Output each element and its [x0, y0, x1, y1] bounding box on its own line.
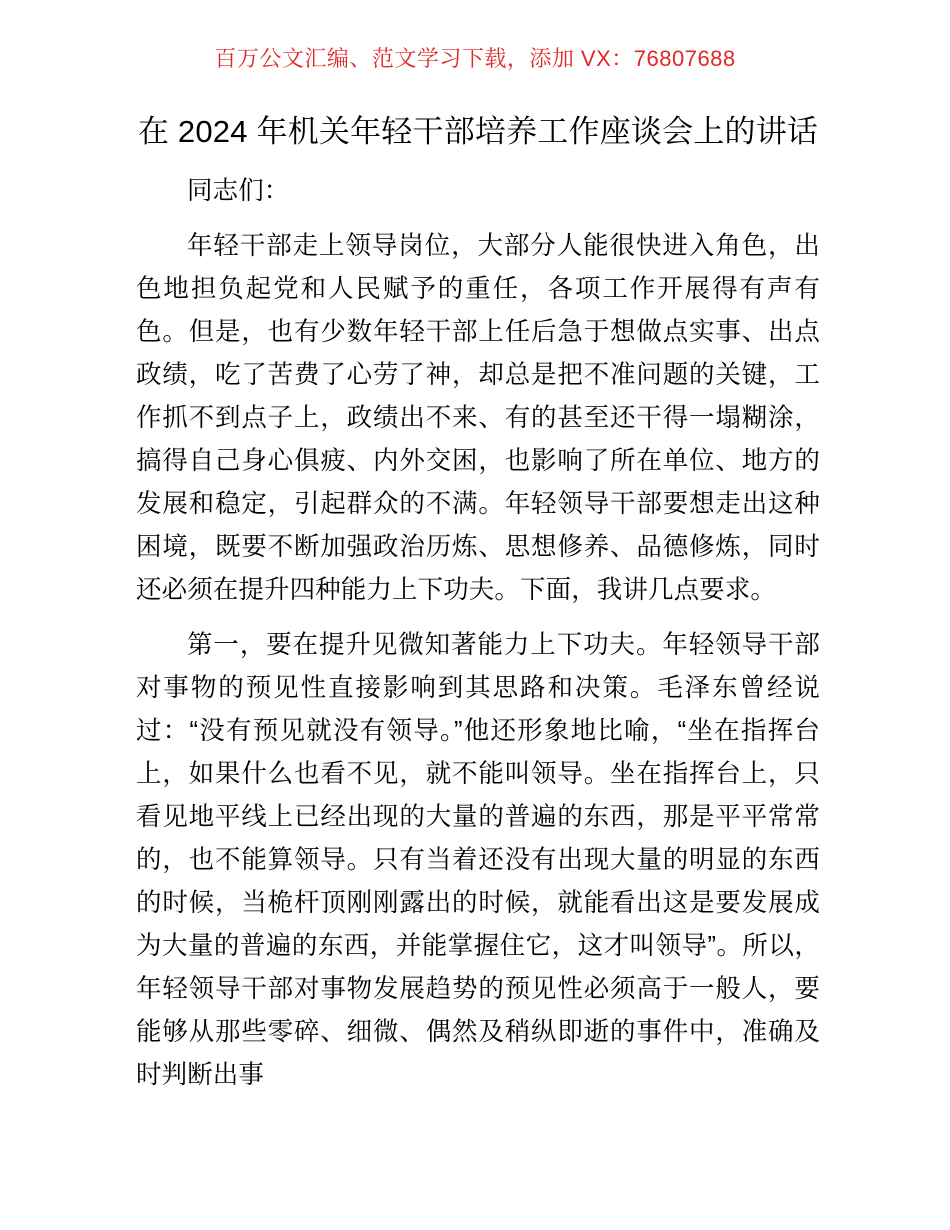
promo-header-text: 百万公文汇编、范文学习下载，添加 VX：76807688 — [214, 46, 736, 71]
promo-header — [0, 48, 950, 70]
page-title: 在 2024 年机关年轻干部培养工作座谈会上的讲话 — [137, 114, 819, 149]
body-paragraph-1: 年轻干部走上领导岗位，大部分人能很快进入角色，出色地担负起党和人民赋予的重任，各项工作开展得有声有色。但是，也有少数年轻干部上任后急于想做点实事、出点政绩，吃了苦费了心劳了神，却总是把不准问题的关键，工作抓不到点子上，政绩出不来、有的甚至还干得一塌糊涂，搞得自己身心俱疲、内外交困，也影响了所在单位、地方的发展和稳定，引起群众的不满。年轻领导干部要想走出这种困境，既要不断加强政治历炼、思想修养、品德修炼，同时还必须在提升四种能力上下功夫。下面，我讲几点要求。 — [136, 232, 820, 604]
salutation: 同志们： — [187, 177, 290, 205]
document-body — [136, 108, 820, 1097]
body-paragraph-2: 第一，要在提升见微知著能力上下功夫。年轻领导干部对事物的预见性直接影响到其思路和决策。毛泽东曾经说过：“没有预见就没有领导。”他还形象地比喻，“坐在指挥台上，如果什么也看不见，就不能叫领导。坐在指挥台上，只看见地平线上已经出现的大量的普遍的东西，那是平平常常的，也不能算领导。只有当着还没有出现大量的明显的东西的时候，当桅杆顶刚刚露出的时候，就能看出这是要发展成为大量的普遍的东西，并能掌握住它，这才叫领导”。所以，年轻领导干部对事物发展趋势的预见性必须高于一般人，要能够从那些零碎、细微、偶然及稍纵即逝的事件中，准确及时判断出事 — [136, 631, 820, 1089]
